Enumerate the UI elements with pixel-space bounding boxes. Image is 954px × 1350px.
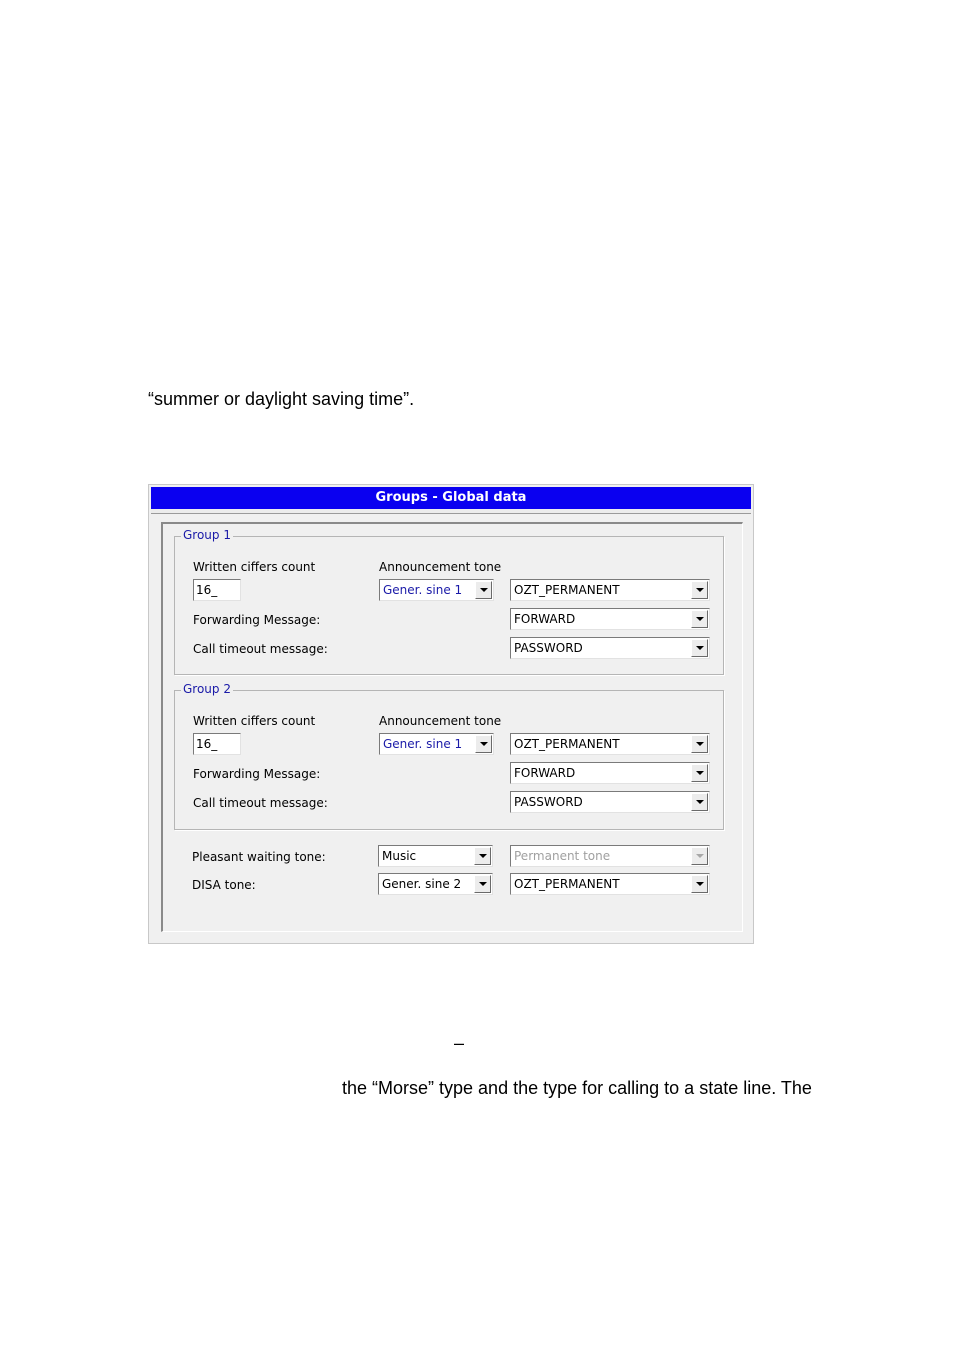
group-2-announcement-message-value: OZT_PERMANENT xyxy=(514,737,620,751)
groups-global-data-dialog xyxy=(148,484,754,944)
group-2-forwarding-value: FORWARD xyxy=(514,766,576,780)
dash-fragment: – xyxy=(454,1033,465,1053)
group-1-forwarding-value: FORWARD xyxy=(514,612,576,626)
group-2-forwarding-select[interactable] xyxy=(510,762,710,784)
chevron-down-icon[interactable] xyxy=(691,875,708,893)
chevron-down-icon[interactable] xyxy=(691,610,708,628)
chevron-down-icon[interactable] xyxy=(691,847,708,865)
chevron-down-icon[interactable] xyxy=(691,639,708,657)
disa-message-value: OZT_PERMANENT xyxy=(514,877,620,891)
group-1-ciffers-label: Written ciffers count xyxy=(193,560,316,574)
body-text-line-1: “summer or daylight saving time”. xyxy=(148,389,415,409)
group-1-announcement-tone-value: Gener. sine 1 xyxy=(383,583,463,597)
group-2-announcement-tone-value: Gener. sine 1 xyxy=(383,737,463,751)
group-2-ciffers-label: Written ciffers count xyxy=(193,714,316,728)
group-1-announcement-label: Announcement tone xyxy=(379,560,502,574)
dialog-panel xyxy=(161,522,743,932)
chevron-down-icon[interactable] xyxy=(474,875,491,893)
dialog-title: Groups - Global data xyxy=(151,487,751,509)
group-2-legend: Group 2 xyxy=(183,682,231,696)
waiting-permanent-value: Permanent tone xyxy=(514,849,611,863)
group-2-timeout-label: Call timeout message: xyxy=(193,796,328,810)
group-1-forwarding-label: Forwarding Message: xyxy=(193,613,321,627)
disa-tone-select[interactable] xyxy=(378,873,493,895)
waiting-tone-value: Music xyxy=(382,849,417,863)
group-1-legend: Group 1 xyxy=(183,528,231,542)
disa-message-select[interactable] xyxy=(510,873,710,895)
group-2-timeout-value: PASSWORD xyxy=(514,795,583,809)
group-1-forwarding-select[interactable] xyxy=(510,608,710,630)
chevron-down-icon[interactable] xyxy=(475,735,492,753)
group-1-timeout-value: PASSWORD xyxy=(514,641,583,655)
title-separator xyxy=(151,509,751,514)
group-1-box xyxy=(174,528,724,675)
waiting-tone-select[interactable] xyxy=(378,845,493,867)
group-2-box xyxy=(174,682,724,830)
group-1-announcement-message-value: OZT_PERMANENT xyxy=(514,583,620,597)
group-1-timeout-label: Call timeout message: xyxy=(193,642,328,656)
group-1-announcement-tone-select[interactable] xyxy=(379,579,494,601)
group-1-announcement-message-select[interactable] xyxy=(510,579,710,601)
group-2-ciffers-input[interactable]: 16_ xyxy=(193,733,241,755)
chevron-down-icon[interactable] xyxy=(475,581,492,599)
group-1-ciffers-input[interactable]: 16_ xyxy=(193,579,241,601)
body-text-line-2: the “Morse” type and the type for calling to a state line. The xyxy=(342,1078,812,1098)
group-2-forwarding-label: Forwarding Message: xyxy=(193,767,321,781)
waiting-tone-label: Pleasant waiting tone: xyxy=(192,850,326,864)
chevron-down-icon[interactable] xyxy=(691,581,708,599)
group-2-announcement-label: Announcement tone xyxy=(379,714,502,728)
chevron-down-icon[interactable] xyxy=(691,793,708,811)
chevron-down-icon[interactable] xyxy=(474,847,491,865)
waiting-permanent-select[interactable] xyxy=(510,845,710,867)
group-2-announcement-tone-select[interactable] xyxy=(379,733,494,755)
group-1-timeout-select[interactable] xyxy=(510,637,710,659)
disa-tone-value: Gener. sine 2 xyxy=(382,877,462,891)
group-2-announcement-message-select[interactable] xyxy=(510,733,710,755)
group-2-timeout-select[interactable] xyxy=(510,791,710,813)
disa-tone-label: DISA tone: xyxy=(192,878,256,892)
chevron-down-icon[interactable] xyxy=(691,764,708,782)
chevron-down-icon[interactable] xyxy=(691,735,708,753)
